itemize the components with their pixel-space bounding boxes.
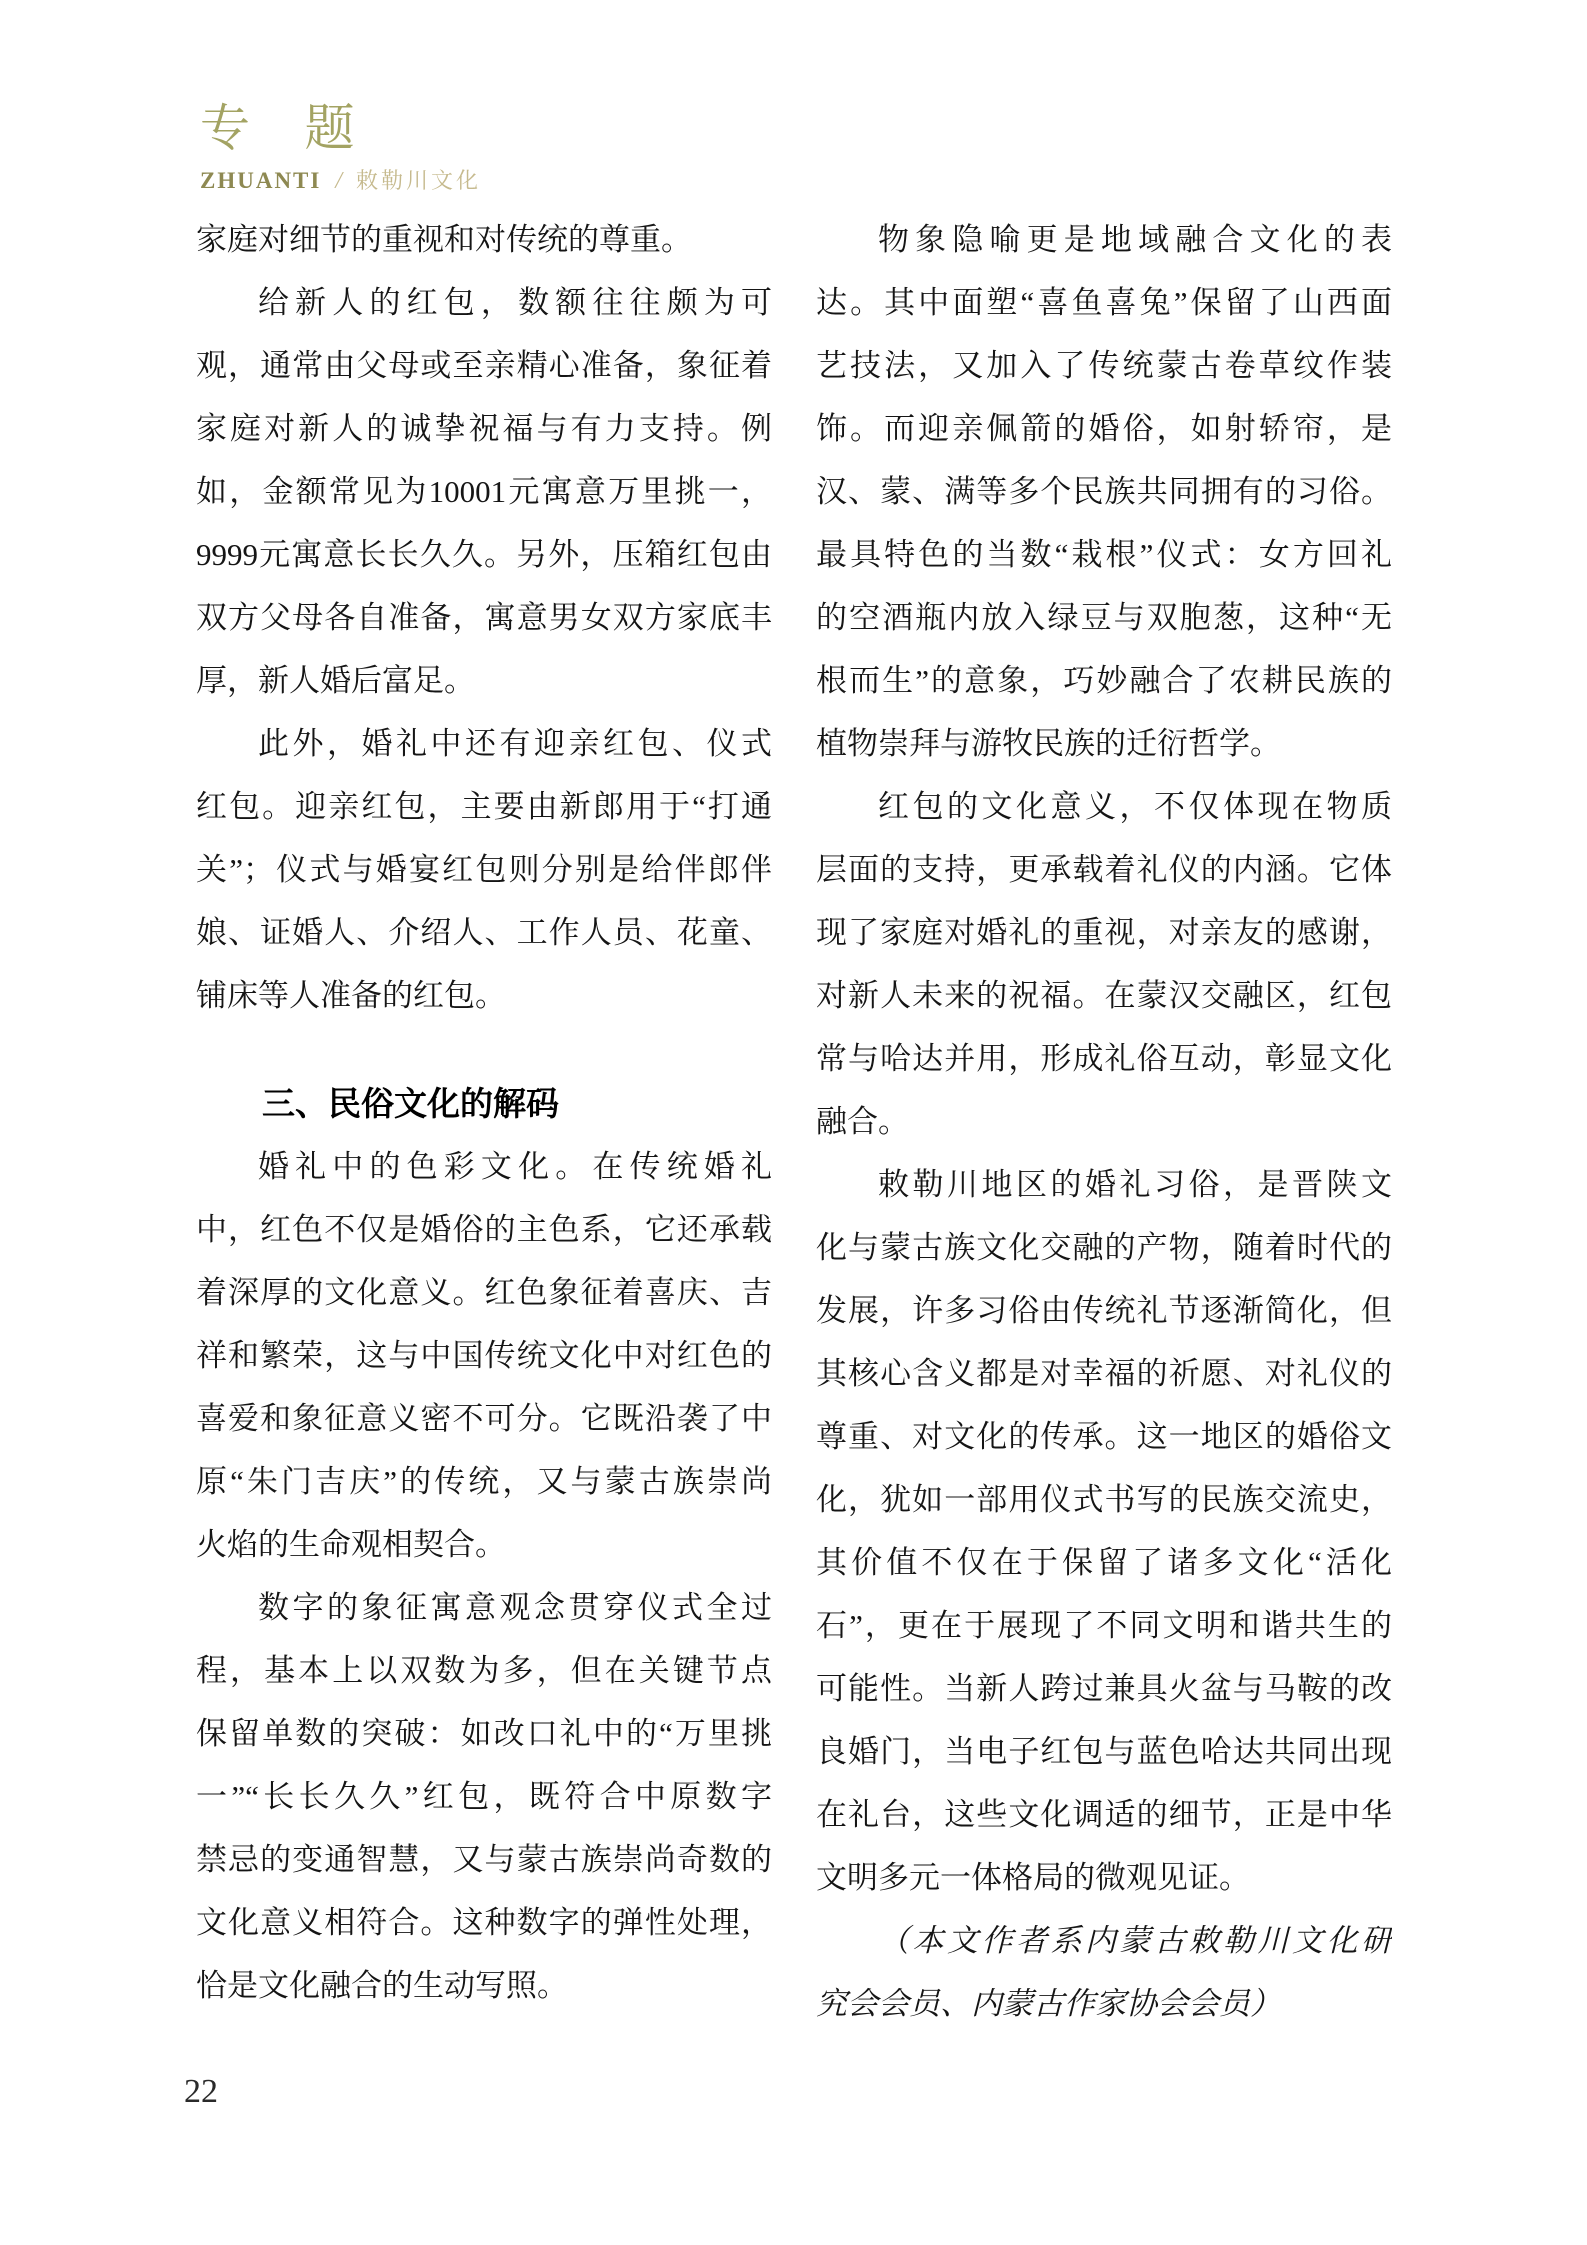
text-line: 铺床等人准备的红包。	[196, 978, 506, 1013]
text-line: 红包的文化意义，不仅体现在物质	[878, 789, 1392, 824]
text-line: 融合。	[816, 1104, 909, 1139]
text-line: 物象隐喻更是地域融合文化的表	[878, 222, 1392, 257]
text-line: 此外，婚礼中还有迎亲红包、仪式	[258, 726, 772, 761]
text-line: 在礼台，这些文化调适的细节，正是中华	[816, 1797, 1392, 1832]
text-line: 娘、证婚人、介绍人、工作人员、花童、	[196, 915, 772, 950]
text-line: 保留单数的突破：如改口礼中的“万里挑	[196, 1716, 772, 1751]
text-line: 文化意义相符合。这种数字的弹性处理，	[196, 1905, 772, 1940]
text-line: 的空酒瓶内放入绿豆与双胞葱，这种“无	[816, 600, 1392, 635]
text-line: 对新人未来的祝福。在蒙汉交融区，红包	[816, 978, 1392, 1013]
text-line: 根而生”的意象，巧妙融合了农耕民族的	[816, 663, 1392, 698]
text-line: 婚礼中的色彩文化。在传统婚礼	[258, 1149, 772, 1184]
text-line: 关”；仪式与婚宴红包则分别是给伴郎伴	[196, 852, 772, 887]
text-line: 厚，新人婚后富足。	[196, 663, 475, 698]
text-line: 家庭对新人的诚挚祝福与有力支持。例	[196, 411, 772, 446]
left-column	[196, 208, 772, 2035]
series-name: 敕勒川文化	[356, 168, 482, 193]
section-heading: 三、民俗文化的解码	[262, 1085, 559, 1122]
page-number: 22	[184, 2073, 218, 2110]
author-note-line: 究会会员、内蒙古作家协会会员）	[816, 1986, 1281, 2021]
text-line: 达。其中面塑“喜鱼喜兔”保留了山西面	[816, 285, 1392, 320]
section-title-pinyin: ZHUANTI	[200, 168, 322, 193]
separator-slash: /	[335, 168, 343, 194]
text-line: 饰。而迎亲佩箭的婚俗，如射轿帘，是	[816, 411, 1392, 446]
text-line: 如，金额常见为10001元寓意万里挑一，	[196, 474, 772, 509]
page-header	[200, 100, 481, 195]
article-body	[196, 208, 1392, 2035]
text-line: 尊重、对文化的传承。这一地区的婚俗文	[816, 1419, 1392, 1454]
text-line: 发展，许多习俗由传统礼节逐渐简化，但	[816, 1293, 1392, 1328]
text-line: 火焰的生命观相契合。	[196, 1527, 506, 1562]
text-line: 汉、蒙、满等多个民族共同拥有的习俗。	[816, 474, 1392, 509]
text-line: 喜爱和象征意义密不可分。它既沿袭了中	[196, 1401, 772, 1436]
text-line: 禁忌的变通智慧，又与蒙古族崇尚奇数的	[196, 1842, 772, 1877]
text-line: 化，犹如一部用仪式书写的民族交流史，	[816, 1482, 1392, 1517]
text-line: 9999元寓意长长久久。另外，压箱红包由	[196, 537, 772, 572]
text-line: 中，红色不仅是婚俗的主色系，它还承载	[196, 1212, 772, 1247]
text-line: 层面的支持，更承载着礼仪的内涵。它体	[816, 852, 1392, 887]
text-line: 良婚门，当电子红包与蓝色哈达共同出现	[816, 1734, 1392, 1769]
text-line: 最具特色的当数“栽根”仪式：女方回礼	[816, 537, 1392, 572]
text-line: 现了家庭对婚礼的重视，对亲友的感谢，	[816, 915, 1392, 950]
text-line: 敕勒川地区的婚礼习俗，是晋陕文	[878, 1167, 1392, 1202]
text-line: 艺技法，又加入了传统蒙古卷草纹作装	[816, 348, 1392, 383]
text-line: 恰是文化融合的生动写照。	[196, 1968, 568, 2003]
text-line: 数字的象征寓意观念贯穿仪式全过	[258, 1590, 772, 1625]
text-line: 化与蒙古族文化交融的产物，随着时代的	[816, 1230, 1392, 1265]
text-line: 给新人的红包，数额往往颇为可	[258, 285, 772, 320]
text-line: 石”，更在于展现了不同文明和谐共生的	[816, 1608, 1392, 1643]
text-line: 红包。迎亲红包，主要由新郎用于“打通	[196, 789, 772, 824]
text-line: 祥和繁荣，这与中国传统文化中对红色的	[196, 1338, 772, 1373]
page-header-subline	[200, 164, 481, 195]
text-line: 原“朱门吉庆”的传统，又与蒙古族崇尚	[196, 1464, 772, 1499]
section-title: 专 题	[200, 100, 357, 156]
text-line: 双方父母各自准备，寓意男女双方家底丰	[196, 600, 772, 635]
text-line: 可能性。当新人跨过兼具火盆与马鞍的改	[816, 1671, 1392, 1706]
text-line: 着深厚的文化意义。红色象征着喜庆、吉	[196, 1275, 772, 1310]
text-line: 常与哈达并用，形成礼俗互动，彰显文化	[816, 1041, 1392, 1076]
text-line: 其核心含义都是对幸福的祈愿、对礼仪的	[816, 1356, 1392, 1391]
text-line: 观，通常由父母或至亲精心准备，象征着	[196, 348, 772, 383]
text-line: 其价值不仅在于保留了诸多文化“活化	[816, 1545, 1392, 1580]
author-note-line: （本文作者系内蒙古敕勒川文化研	[878, 1923, 1392, 1958]
text-line: 程，基本上以双数为多，但在关键节点	[196, 1653, 772, 1688]
text-line: 家庭对细节的重视和对传统的尊重。	[196, 222, 692, 257]
text-line: 文明多元一体格局的微观见证。	[816, 1860, 1250, 1895]
right-column	[816, 208, 1392, 2035]
text-line: 植物崇拜与游牧民族的迁衍哲学。	[816, 726, 1281, 761]
text-line: 一”“长长久久”红包，既符合中原数字	[196, 1779, 772, 1814]
